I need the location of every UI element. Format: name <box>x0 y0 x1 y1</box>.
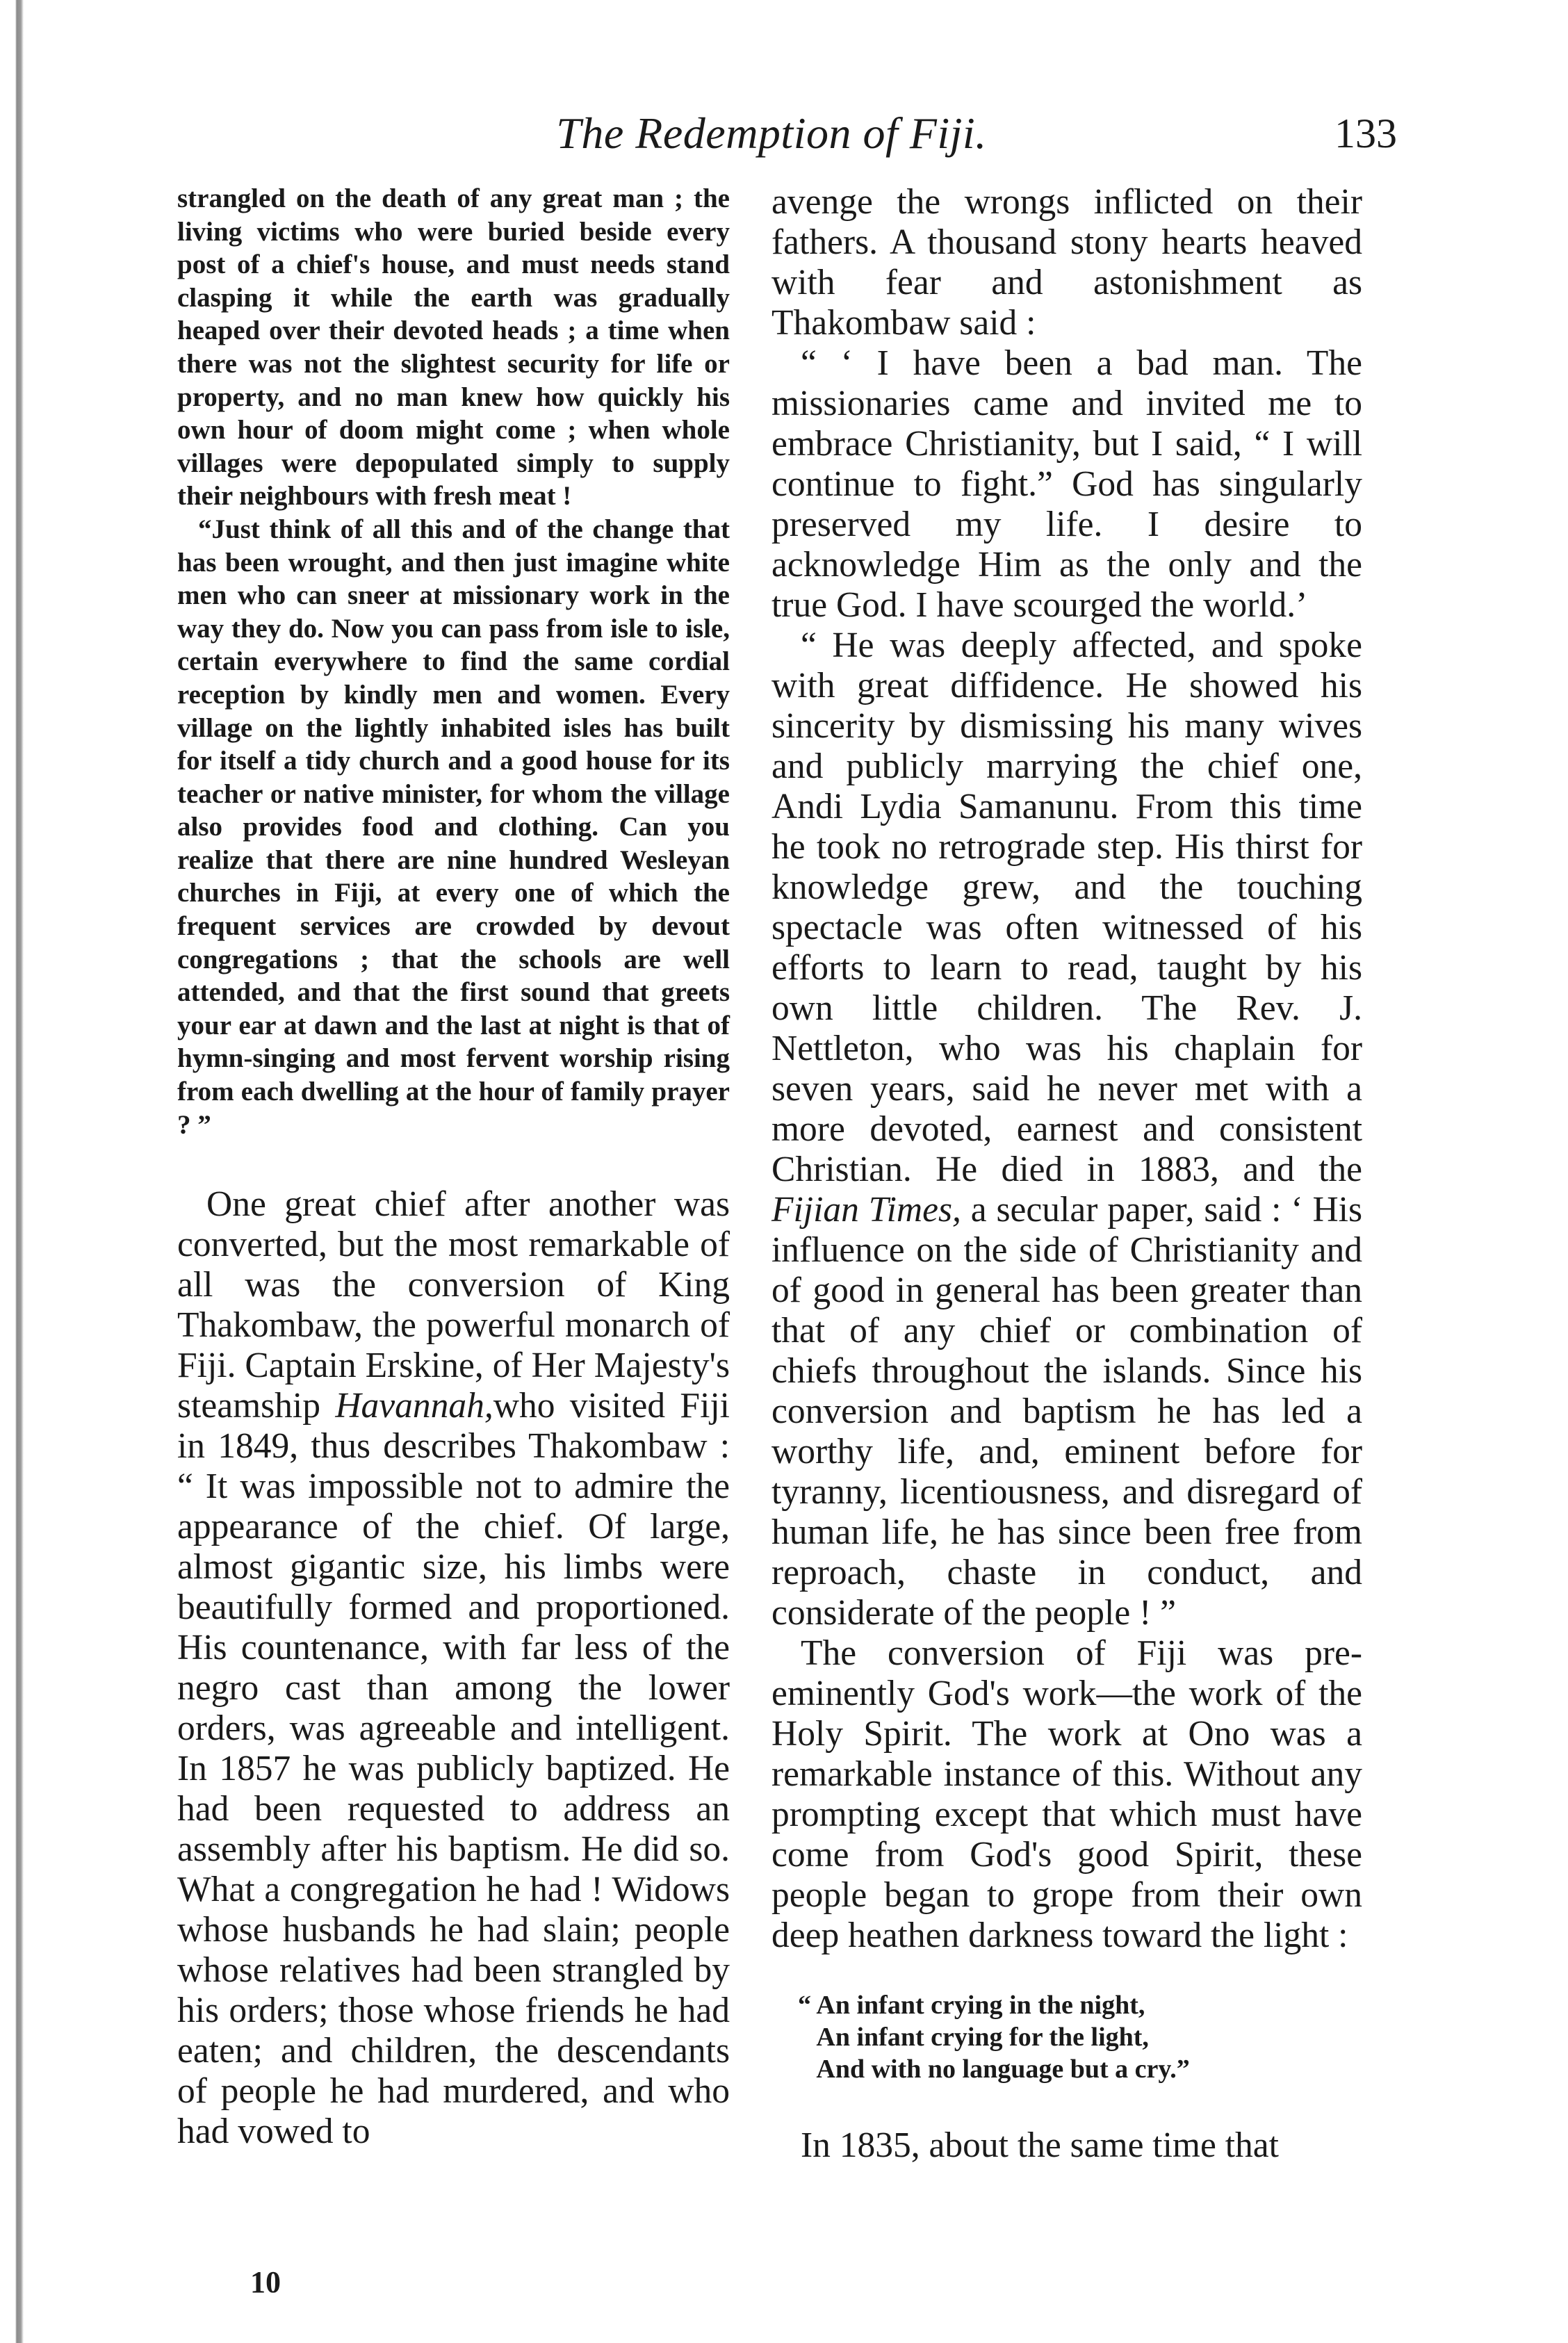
poem-line: An infant crying for the light, <box>798 2023 1149 2052</box>
quote-paragraph: strangled on the death of any great man ; the living victims who were buried beside every post of a chief's house, and must needs stand clasping it while the earth was gradually heaped over their devoted heads ; a time when there was not the slightest security for life or property, and no man knew how quickly his own hour of doom might come ; when whole villages were depopulated simply to supply their neighbours with fresh meat ! <box>177 183 730 512</box>
page-number: 133 <box>1334 111 1397 156</box>
body-text: “ He was deeply affected, and spoke with great diffidence. He showed his sincerity by dismissing his many wives and publicly marrying the chief one, Andi Lydia Samanunu. From this time he took no retrograde step. His thirst for knowledge grew, and the touching spectacle was often witnessed of his efforts to learn to read, taught by his own little children. The Rev. J. Nettleton, who was his chaplain for seven years, said he never met with a more devoted, earnest and consistent Christian. He died in 1883, and the <box>771 626 1362 1189</box>
poem-quote <box>798 1989 1362 2085</box>
body-text: who visited Fiji in 1849, thus describes Thakombaw : “ It was impossible not to admire the appearance of the chief. Of large, almost gigantic size, his limbs were beautifully formed and proportioned. His countenance, with far less of the negro cast than among the lower orders, was agreeable and intelligent. In 1857 he was publicly baptized. He had been requested to address an assembly after his baptism. He did so. What a congregation he had ! Widows whose husbands he had slain; people whose relatives had been strangled by his orders; those whose friends he had eaten; and children, the descendants of people he had murdered, and who had vowed to <box>177 1386 730 2152</box>
body-paragraph: avenge the wrongs inflicted on their fathers. A thousand stony hearts heaved with fear and astonishment as Thakombaw said : <box>771 182 1362 343</box>
newspaper-name: Fijian Times, <box>771 1190 961 1230</box>
binding-edge <box>0 0 42 2343</box>
body-paragraph <box>771 626 1362 1633</box>
ship-name: Havannah, <box>335 1386 493 1426</box>
body-paragraph: The conversion of Fiji was pre-eminently God's work—the work of the Holy Spirit. The work at Ono was a remarkable instance of this. Without any prompting except that which must have come from God's good Spirit, these people began to grope from their own deep heathen darkness toward the light : <box>771 1633 1362 1955</box>
body-text: One great chief after another was converted, but the most remarkable of all was the conversion of King Thakombaw, the powerful monarch of Fiji. Captain Erskine, of Her Majesty's steamship <box>177 1184 730 1426</box>
running-title: The Redemption of Fiji. <box>556 108 987 158</box>
right-column <box>771 182 1362 2166</box>
body-block <box>177 1184 730 2152</box>
left-column <box>177 182 730 2152</box>
body-text: a secular paper, said : ‘ His influence on the side of Christianity and of good in general has been greater than that of any chief or combination of chiefs throughout the islands. Since his conversion and baptism he has led a worthy life, and, eminent before for tyranny, licentiousness, and disregard of human life, he has since been free from reproach, chaste in conduct, and considerate of the people ! ” <box>771 1190 1362 1633</box>
poem-line: “ An infant crying in the night, <box>798 1991 1145 2020</box>
quote-paragraph: “Just think of all this and of the change that has been wrought, and then just imagine white men who can sneer at missionary work in the way they do. Now you can pass from isle to isle, certain everywhere to find the same cordial reception by kindly men and women. Every village on the lightly inhabited isles has built for itself a tidy church and a good house for its teacher or native minister, for whom the village also provides food and clothing. Can you realize that there are nine hundred Wesleyan churches in Fiji, at every one of which the frequent services are crowded by devout congregations ; that the schools are well attended, and that the first sound that greets your ear at dawn and the last at night is that of hymn-singing and most fervent worship rising from each dwelling at the hour of family prayer ? ” <box>177 514 730 1140</box>
body-paragraph <box>177 1184 730 2152</box>
poem-line: And with no language but a cry.” <box>798 2055 1190 2084</box>
signature-mark: 10 <box>250 2265 281 2299</box>
body-paragraph: “ ‘ I have been a bad man. The missionaries came and invited me to embrace Christianity, but I said, “ I will continue to fight.” God has singularly preserved my life. I desire to acknowledge Him as the only and the true God. I have scourged the world.’ <box>771 343 1362 625</box>
body-paragraph: In 1835, about the same time that <box>801 2125 1279 2165</box>
quotation-block <box>177 182 730 1141</box>
